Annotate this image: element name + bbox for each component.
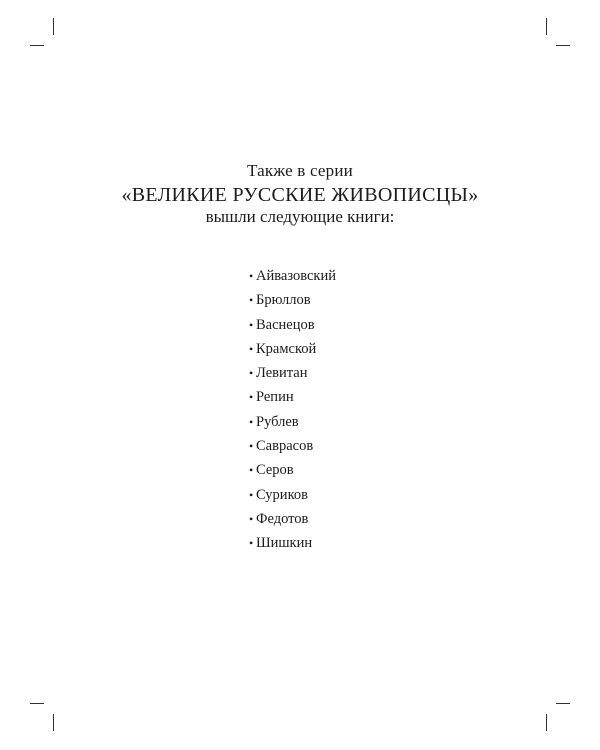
crop-mark-bottom-left-vertical [53,714,54,731]
list-item [249,339,336,363]
book-list [249,266,336,558]
book-title: Шишкин [256,535,313,552]
list-item [249,509,336,533]
bullet-icon: • [249,439,254,454]
book-title: Васнецов [256,316,315,333]
list-item [249,533,336,557]
book-title: Левитан [256,365,308,382]
bullet-icon: • [249,341,254,356]
series-title: «ВЕЛИКИЕ РУССКИЕ ЖИВОПИСЦЫ» [121,184,479,206]
list-item [249,290,336,314]
crop-mark-bottom-right-vertical [546,714,547,731]
crop-mark-top-right-vertical [546,18,547,35]
book-title: Репин [256,389,294,406]
bullet-icon: • [249,414,254,429]
bullet-icon: • [249,487,254,502]
heading-intro: Также в серии [247,161,353,180]
book-title: Брюллов [256,292,311,309]
bullet-icon: • [249,390,254,405]
crop-mark-bottom-right-horizontal [556,703,570,704]
bullet-icon: • [249,511,254,526]
book-title: Саврасов [256,438,314,455]
bullet-icon: • [249,463,254,478]
bullet-icon: • [249,366,254,381]
list-item [249,436,336,460]
bullet-icon: • [249,269,254,283]
crop-mark-top-left-horizontal [30,45,44,46]
crop-mark-top-left-vertical [53,18,54,35]
book-title: Серов [256,462,294,479]
list-item [249,485,336,509]
book-title: Суриков [256,486,308,503]
list-item [249,315,336,339]
book-title: Рублев [256,413,299,430]
crop-mark-top-right-horizontal [556,45,570,46]
bullet-icon: • [249,536,254,551]
bullet-icon: • [249,293,254,308]
book-title: Айвазовский [256,268,336,284]
series-heading [0,160,600,226]
book-title: Крамской [256,340,317,357]
list-item [249,266,336,290]
book-title: Федотов [256,510,309,527]
crop-mark-bottom-left-horizontal [30,703,44,704]
list-item [249,387,336,411]
list-item [249,412,336,436]
list-item [249,363,336,387]
list-item [249,460,336,484]
heading-subtitle: вышли следующие книги: [205,207,395,226]
bullet-icon: • [249,317,254,332]
